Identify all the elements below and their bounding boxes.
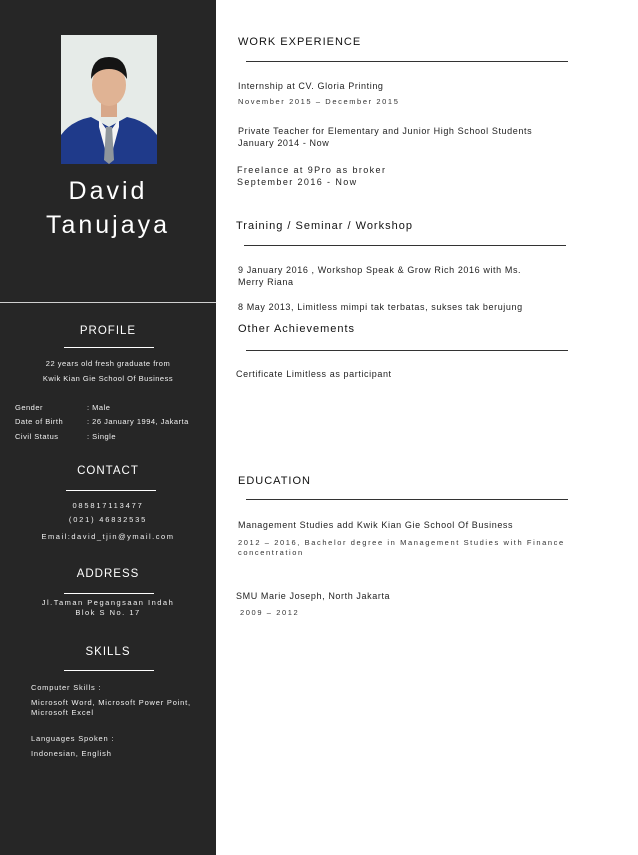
languages-label: Languages Spoken : (31, 734, 115, 743)
profile-heading: PROFILE (79, 325, 137, 337)
contact-phone-office: (021) 46832535 (68, 515, 148, 524)
training-heading: Training / Seminar / Workshop (236, 220, 413, 232)
training-item-1-line1: 9 January 2016 , Workshop Speak & Grow Rich 2016 with Ms. (238, 265, 522, 275)
address-line2: Blok S No. 17 (75, 608, 141, 617)
education-heading: EDUCATION (238, 475, 311, 487)
profile-summary-line2: Kwik Kian Gie School Of Business (42, 374, 174, 383)
first-name: David (68, 177, 148, 205)
skills-heading: SKILLS (85, 646, 131, 658)
work-experience-heading: WORK EXPERIENCE (238, 36, 362, 48)
computer-skills-line2: Microsoft Excel (31, 708, 94, 717)
work-title-3: Freelance at 9Pro as broker (237, 165, 387, 175)
address-heading: ADDRESS (76, 568, 140, 580)
achievements-heading: Other Achievements (238, 323, 356, 335)
education-detail-2: 2009 – 2012 (240, 608, 300, 617)
work-title-1: Internship at CV. Gloria Printing (238, 81, 384, 91)
main-content (216, 0, 638, 855)
detail-label-dob: Date of Birth (15, 417, 64, 426)
computer-skills-label: Computer Skills : (31, 683, 102, 692)
work-period-3: September 2016 - Now (237, 177, 358, 187)
achievements-rule (246, 350, 568, 351)
education-detail-1-line1: 2012 – 2016, Bachelor degree in Management Studies with Finance (238, 538, 565, 547)
contact-phone-mobile: 085817113477 (72, 501, 144, 510)
address-line1: Jl.Taman Pegangsaan Indah (41, 598, 175, 607)
skills-rule (64, 670, 154, 671)
education-rule (246, 499, 568, 500)
detail-value-civil: : Single (87, 432, 117, 441)
work-period-2: January 2014 - Now (238, 138, 330, 148)
detail-value-gender: : Male (87, 403, 111, 412)
education-school-2: SMU Marie Joseph, North Jakarta (236, 591, 391, 601)
sidebar (0, 0, 216, 855)
sidebar-divider (0, 302, 216, 303)
languages-value: Indonesian, English (31, 749, 112, 758)
person-photo-icon (61, 35, 157, 164)
work-title-2: Private Teacher for Elementary and Junior High School Students (238, 126, 533, 136)
computer-skills-line1: Microsoft Word, Microsoft Power Point, (31, 698, 191, 707)
work-period-1: November 2015 – December 2015 (238, 97, 400, 106)
address-rule (64, 593, 154, 594)
education-detail-1-line2: concentration (238, 548, 304, 557)
profile-summary-line1: 22 years old fresh graduate from (45, 359, 171, 368)
detail-label-civil: Civil Status (15, 432, 59, 441)
achievement-item: Certificate Limitless as participant (236, 369, 392, 379)
detail-value-dob: : 26 January 1994, Jakarta (87, 417, 189, 426)
detail-label-gender: Gender (15, 403, 44, 412)
contact-rule (66, 490, 156, 491)
work-experience-rule (246, 61, 568, 62)
profile-photo (61, 35, 157, 164)
training-item-2: 8 May 2013, Limitless mimpi tak terbatas, sukses tak berujung (238, 302, 523, 312)
education-school-1: Management Studies add Kwik Kian Gie School Of Business (238, 520, 514, 530)
profile-rule (64, 347, 154, 348)
training-item-1-line2: Merry Riana (238, 277, 294, 287)
contact-email: Email:david_tjin@ymail.com (41, 532, 175, 541)
last-name: Tanujaya (45, 211, 171, 239)
training-rule (244, 245, 566, 246)
contact-heading: CONTACT (77, 465, 139, 477)
